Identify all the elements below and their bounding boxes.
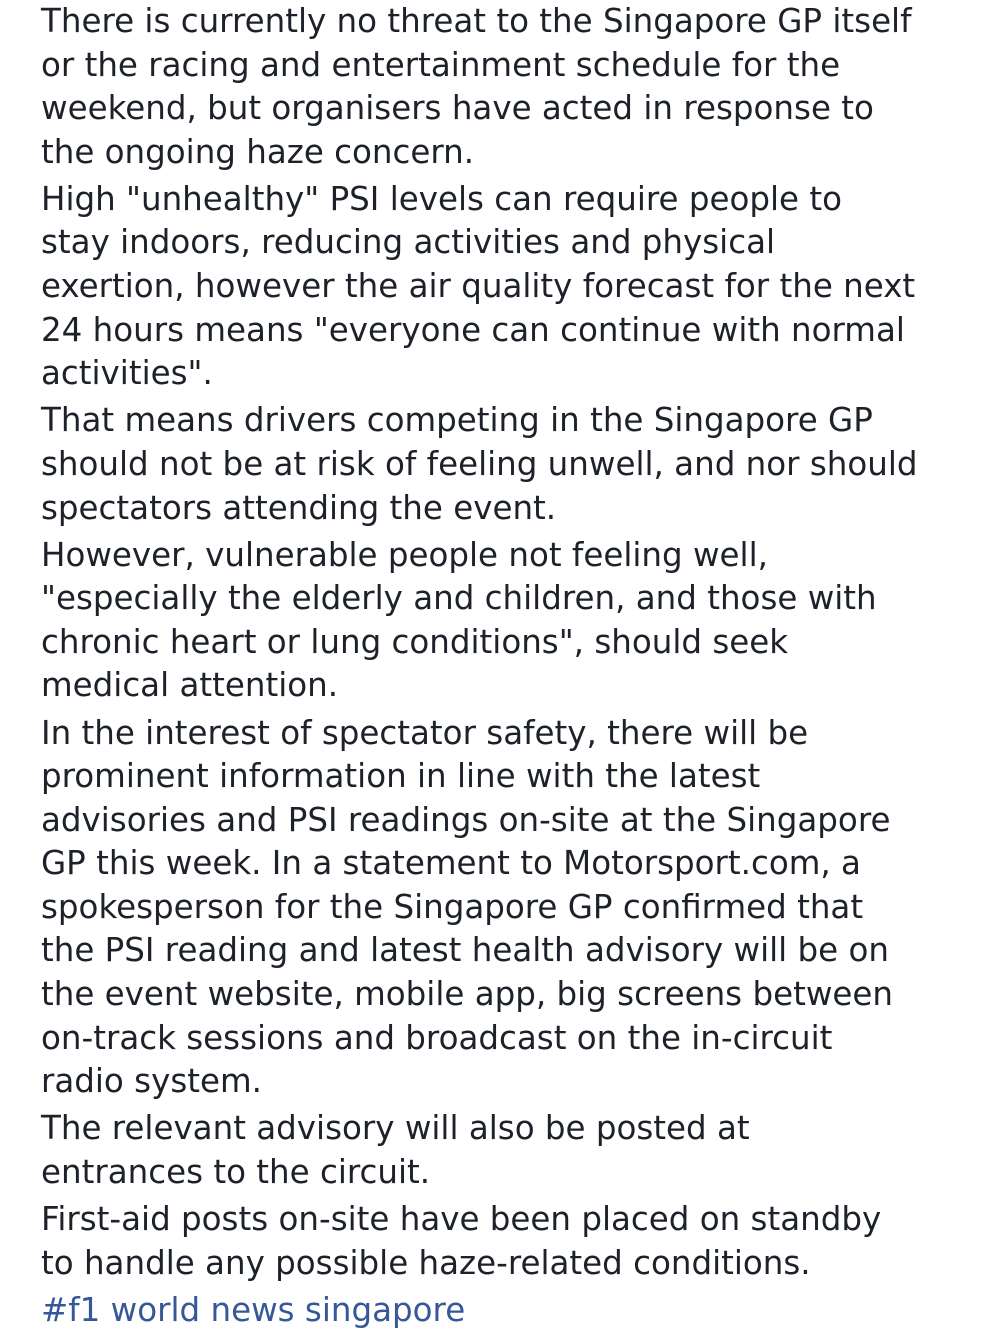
text-line: spectators attending the event. [41, 488, 557, 527]
text-line: GP this week. In a statement to Motorsport.com, a [41, 844, 861, 883]
text-line: However, vulnerable people not feeling well, [41, 535, 768, 574]
text-line: on-track sessions and broadcast on the in-circuit [41, 1018, 833, 1057]
paragraph-3 [41, 399, 971, 530]
text-line: radio system. [41, 1062, 262, 1101]
paragraph-2 [41, 178, 971, 396]
text-line: spokesperson for the Singapore GP confirmed that [41, 887, 864, 926]
text-line: There is currently no threat to the Singapore GP itself [41, 2, 912, 40]
paragraph-7 [41, 1198, 971, 1285]
text-line: exertion, however the air quality forecast for the next [41, 267, 916, 306]
text-line: prominent information in line with the latest [41, 757, 761, 796]
text-line: chronic heart or lung conditions", should seek [41, 622, 789, 661]
text-line: should not be at risk of feeling unwell, and nor should [41, 444, 918, 483]
text-line: the PSI reading and latest health advisory will be on [41, 931, 889, 970]
text-line: entrances to the circuit. [41, 1152, 431, 1191]
text-line: the ongoing haze concern. [41, 132, 475, 171]
text-line: First-aid posts on-site have been placed on standby [41, 1200, 882, 1239]
text-line: weekend, but organisers have acted in response to [41, 89, 874, 128]
text-line: That means drivers competing in the Singapore GP [41, 401, 873, 440]
text-line: or the racing and entertainment schedule for the [41, 45, 841, 84]
text-line: In the interest of spectator safety, there will be [41, 713, 809, 752]
text-line: advisories and PSI readings on-site at the Singapore [41, 800, 891, 839]
paragraph-4 [41, 534, 971, 708]
text-line: the event website, mobile app, big screens between [41, 975, 893, 1014]
text-line: medical attention. [41, 666, 339, 705]
text-line: to handle any possible haze-related conditions. [41, 1243, 811, 1282]
text-line: The relevant advisory will also be posted at [41, 1109, 750, 1148]
text-line: High "unhealthy" PSI levels can require people to [41, 179, 842, 218]
text-line: stay indoors, reducing activities and physical [41, 223, 776, 262]
paragraph-6 [41, 1107, 971, 1194]
text-line: activities". [41, 354, 213, 393]
post-body [41, 0, 971, 1332]
text-line: "especially the elderly and children, and those with [41, 579, 877, 618]
hashtag-link[interactable]: #f1 world news singapore [41, 1290, 466, 1329]
text-line: 24 hours means "everyone can continue with normal [41, 310, 905, 349]
paragraph-1 [41, 0, 971, 174]
paragraph-5 [41, 712, 971, 1104]
